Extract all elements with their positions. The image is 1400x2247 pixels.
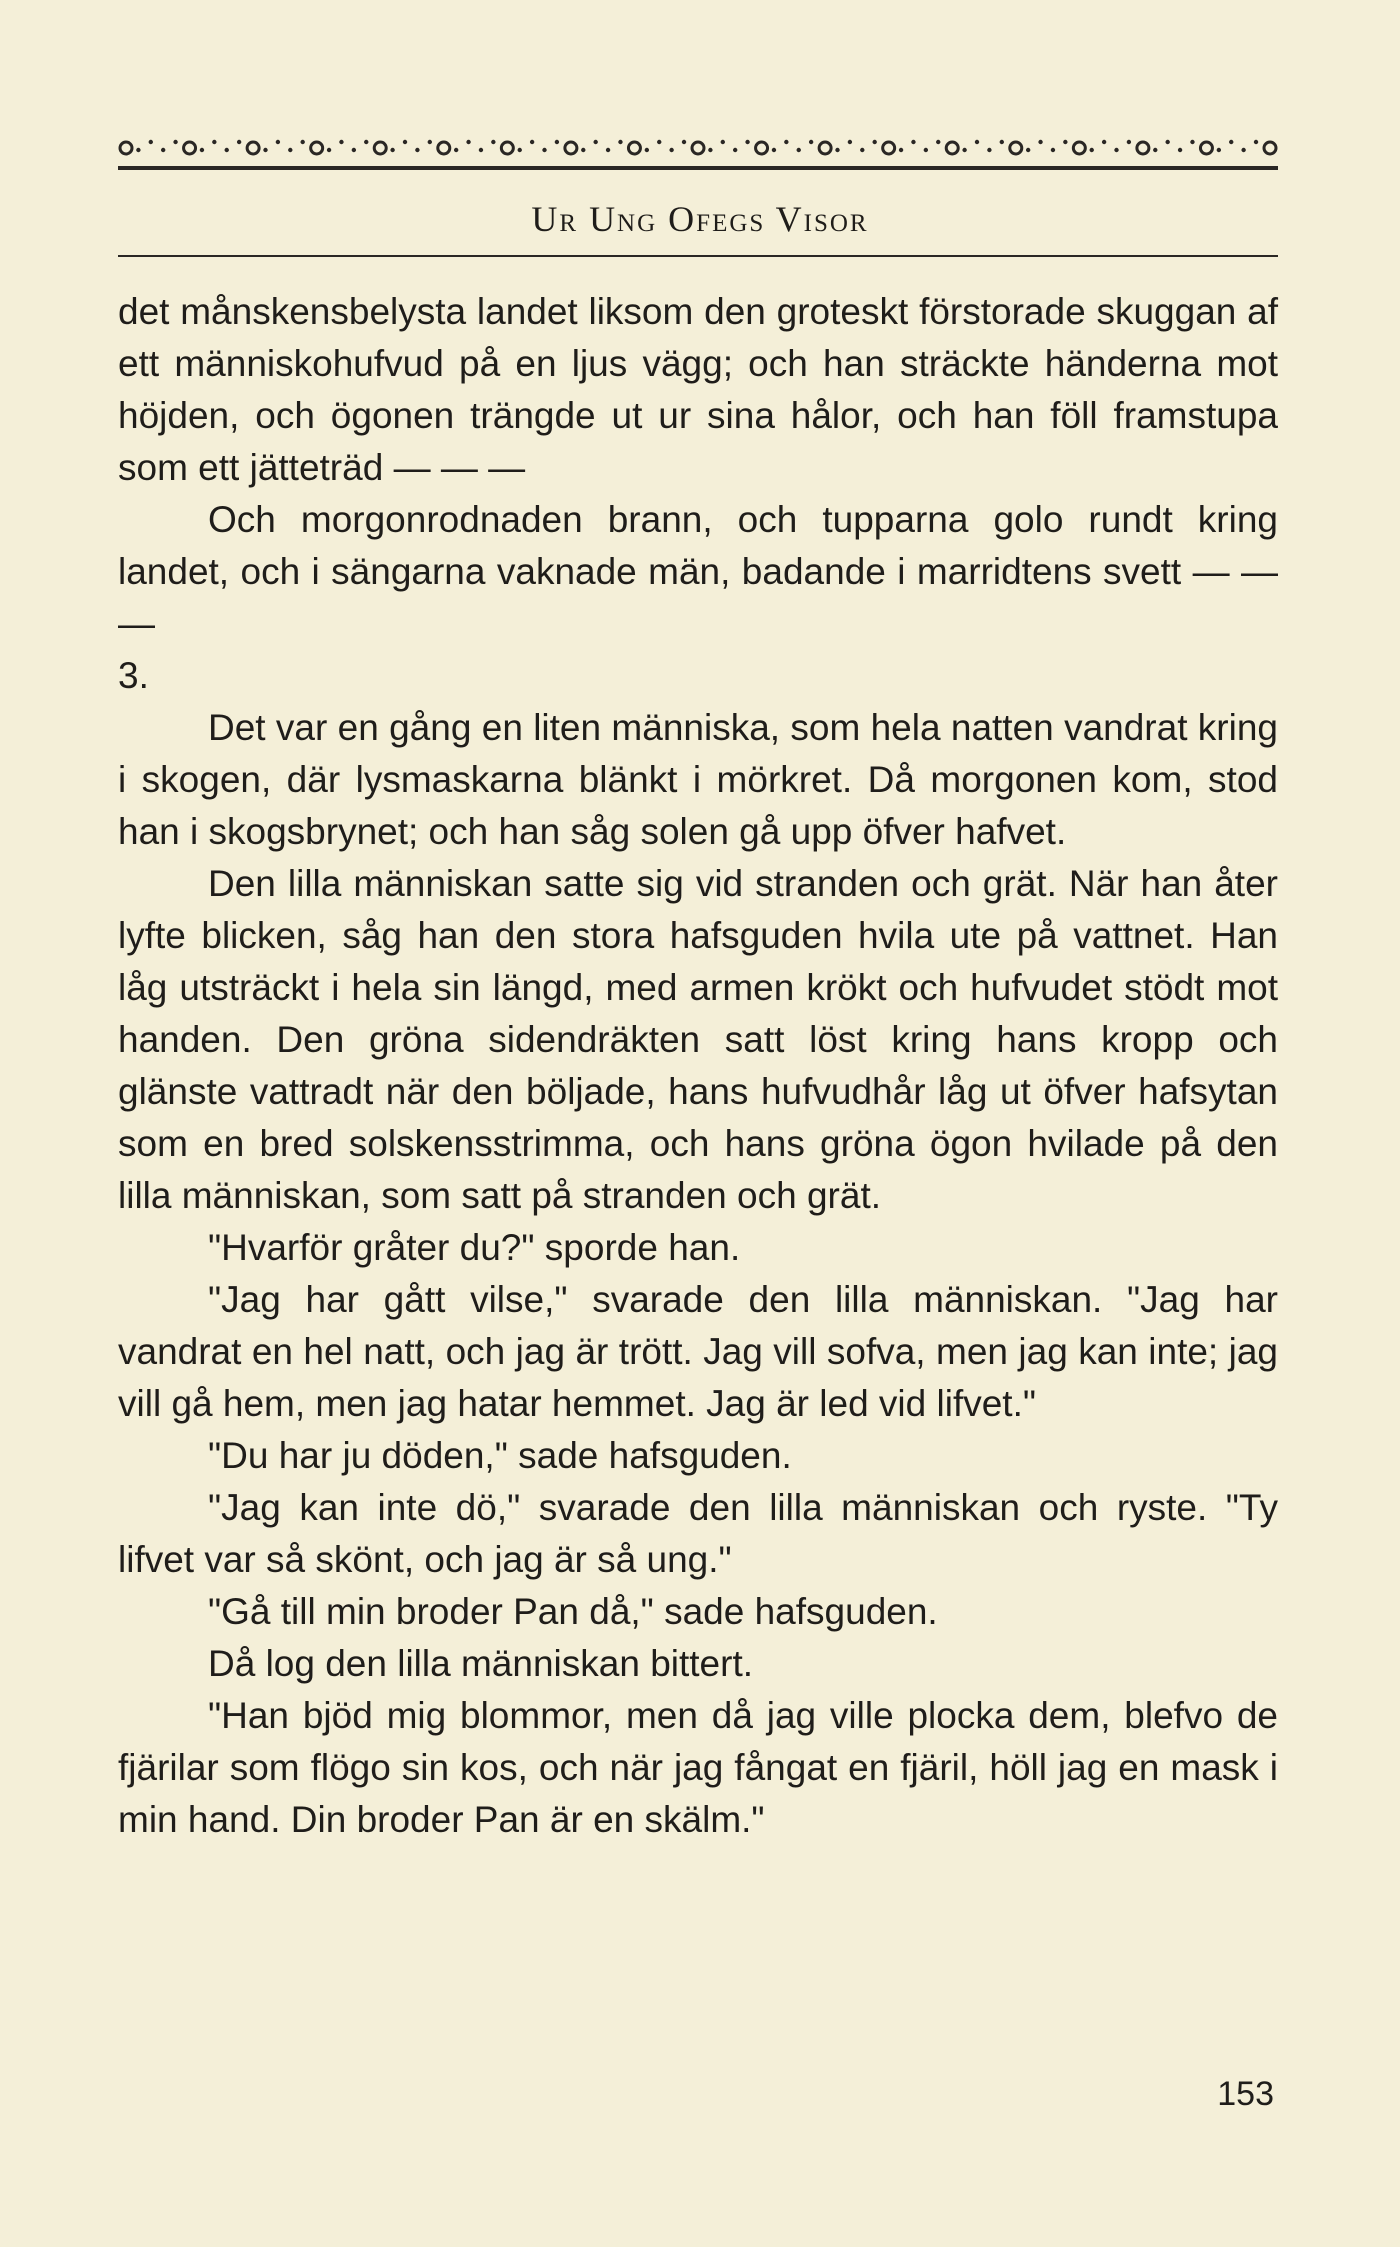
ornament-dot (1038, 140, 1042, 144)
ornament-ring (692, 142, 704, 154)
ornament-ring (1073, 142, 1085, 154)
ornament-dot (860, 148, 864, 152)
ornament-dot (555, 140, 559, 144)
ornament-dot (1241, 148, 1245, 152)
ornament-dot (872, 140, 876, 144)
paragraph: Och morgonrodnaden brann, och tupparna golo rundt kring landet, och i sängarna vaknade män, badande i marridtens svett — — — (118, 499, 1278, 644)
ornament-dot (1063, 140, 1067, 144)
ornament-dot (1165, 140, 1169, 144)
ornament-ring (628, 142, 640, 154)
ornament-dot (1178, 148, 1182, 152)
body-text (118, 286, 1278, 1846)
ornament-dot (1114, 148, 1118, 152)
ornament-dot (403, 140, 407, 144)
ornament-ring (501, 142, 513, 154)
header-ornament (118, 128, 1278, 178)
paragraph: "Du har ju döden," sade hafsguden. (208, 1435, 792, 1476)
ornament-dot (1153, 148, 1157, 152)
paragraph: "Hvarför gråter du?" sporde han. (208, 1227, 741, 1268)
paragraph: det månskensbelysta landet liksom den groteskt förstorade skuggan af ett människohufvud på en ljus vägg; och han sträckte händerna mot höjden, och ögonen trängde ut ur sina hålor, och han föll framstupa som ett jätteträd — — — (118, 291, 1278, 488)
ornament-ring (247, 142, 259, 154)
ornament-dot (237, 140, 241, 144)
ornament-dot (1229, 140, 1233, 144)
ornament-dot (428, 140, 432, 144)
ornament-ring (438, 142, 450, 154)
ornament-dot (1051, 148, 1055, 152)
ornament-ring (946, 142, 958, 154)
ornament-dot (721, 140, 725, 144)
ornament-dot (745, 140, 749, 144)
ornament-ring (565, 142, 577, 154)
ornament-dot (669, 148, 673, 152)
ornament-ring (756, 142, 768, 154)
ornament-dot (962, 148, 966, 152)
ornament-dot (936, 140, 940, 144)
ornament-dot (1217, 148, 1221, 152)
header-rule (118, 255, 1278, 257)
ornament-dot (173, 140, 177, 144)
ornament-ring (1010, 142, 1022, 154)
ornament-dot (1090, 148, 1094, 152)
ornament-dot (454, 148, 458, 152)
ornament-dot (899, 148, 903, 152)
ornament-ring (1200, 142, 1212, 154)
ornament-dot (466, 140, 470, 144)
ornament-dot (276, 140, 280, 144)
ornament-dot (835, 148, 839, 152)
ornament-dot (848, 140, 852, 144)
ornament-dot (797, 148, 801, 152)
ornament-ring (311, 142, 323, 154)
ornament-dot (645, 148, 649, 152)
ornament-dot (1102, 140, 1106, 144)
ornament-dot (263, 148, 267, 152)
ornament-dot (339, 140, 343, 144)
ornament-dot (772, 148, 776, 152)
ornament-ring (184, 142, 196, 154)
paragraph: "Gå till min broder Pan då," sade hafsguden. (208, 1591, 938, 1632)
ornament-dot (530, 140, 534, 144)
ornament-dot (657, 140, 661, 144)
ornament-ring (120, 142, 132, 154)
ornament-dot (733, 148, 737, 152)
ornament-ring (374, 142, 386, 154)
ornament-dot (300, 140, 304, 144)
ornament-dot (1254, 140, 1258, 144)
ornament-dot (975, 140, 979, 144)
ornament-dot (352, 148, 356, 152)
ornament-dot (682, 140, 686, 144)
running-head: Ur Ung Ofegs Visor (531, 199, 869, 239)
ornament-ring (883, 142, 895, 154)
paragraph: Det var en gång en liten människa, som hela natten vandrat kring i skogen, där lysmaskarna blänkt i mörkret. Då morgonen kom, stod han i skogsbrynet; och han såg solen gå upp öfver hafvet. (118, 707, 1278, 852)
ornament-dot (491, 140, 495, 144)
ornament-dot (1190, 140, 1194, 144)
ornament-dot (327, 148, 331, 152)
ornament-dot (1026, 148, 1030, 152)
ornament-dot (161, 148, 165, 152)
ornament-dot (708, 148, 712, 152)
ornament-dot (606, 148, 610, 152)
ornament-dot (618, 140, 622, 144)
ornament-dot (364, 140, 368, 144)
ornament-dot (809, 140, 813, 144)
ornament-ring (1137, 142, 1149, 154)
ornament-ring (1264, 142, 1276, 154)
ornament-dot (225, 148, 229, 152)
ornament-dot (518, 148, 522, 152)
ornament-dot (1127, 140, 1131, 144)
ornament-dot (911, 140, 915, 144)
ornament-dot (542, 148, 546, 152)
ornament-dot (288, 148, 292, 152)
ornament-dot (1000, 140, 1004, 144)
page-number: 153 (1217, 2075, 1274, 2113)
ornament-dot (390, 148, 394, 152)
section-number: 3. (118, 655, 149, 696)
ornament-ring (819, 142, 831, 154)
paragraph: Den lilla människan satte sig vid stranden och grät. När han åter lyfte blicken, såg han den stora hafsguden hvila ute på vattnet. Han låg utsträckt i hela sin längd, med armen krökt och hufvudet stödt mot handen. Den gröna sidendräkten satt löst kring hans kropp och glänste vattradt när den böljade, hans hufvudhår låg ut öfver hafsytan som en bred solskensstrimma, och hans gröna ögon hvilade på den lilla människan, som satt på stranden och grät. (118, 863, 1278, 1216)
ornament-dot (924, 148, 928, 152)
ornament-dot (415, 148, 419, 152)
ornament-dot (581, 148, 585, 152)
paragraph: Då log den lilla människan bittert. (208, 1643, 754, 1684)
ornament-dot (149, 140, 153, 144)
ornament-dot (987, 148, 991, 152)
paragraph: "Jag kan inte dö," svarade den lilla människan och ryste. "Ty lifvet var så skönt, och jag är så ung." (118, 1487, 1278, 1580)
ornament-dot (212, 140, 216, 144)
ornament-dot (136, 148, 140, 152)
paragraph: "Jag har gått vilse," svarade den lilla människan. "Jag har vandrat en hel natt, och jag är trött. Jag vill sofva, men jag kan inte; jag vill gå hem, men jag hatar hemmet. Jag är led vid lifvet." (118, 1279, 1278, 1424)
paragraph: "Han bjöd mig blommor, men då jag ville plocka dem, blefvo de fjärilar som flögo sin kos, och när jag fångat en fjäril, höll jag en mask i min hand. Din broder Pan är en skälm." (118, 1695, 1278, 1840)
ornament-dot (784, 140, 788, 144)
ornament-dot (479, 148, 483, 152)
ornament-dot (593, 140, 597, 144)
ornament-dot (200, 148, 204, 152)
